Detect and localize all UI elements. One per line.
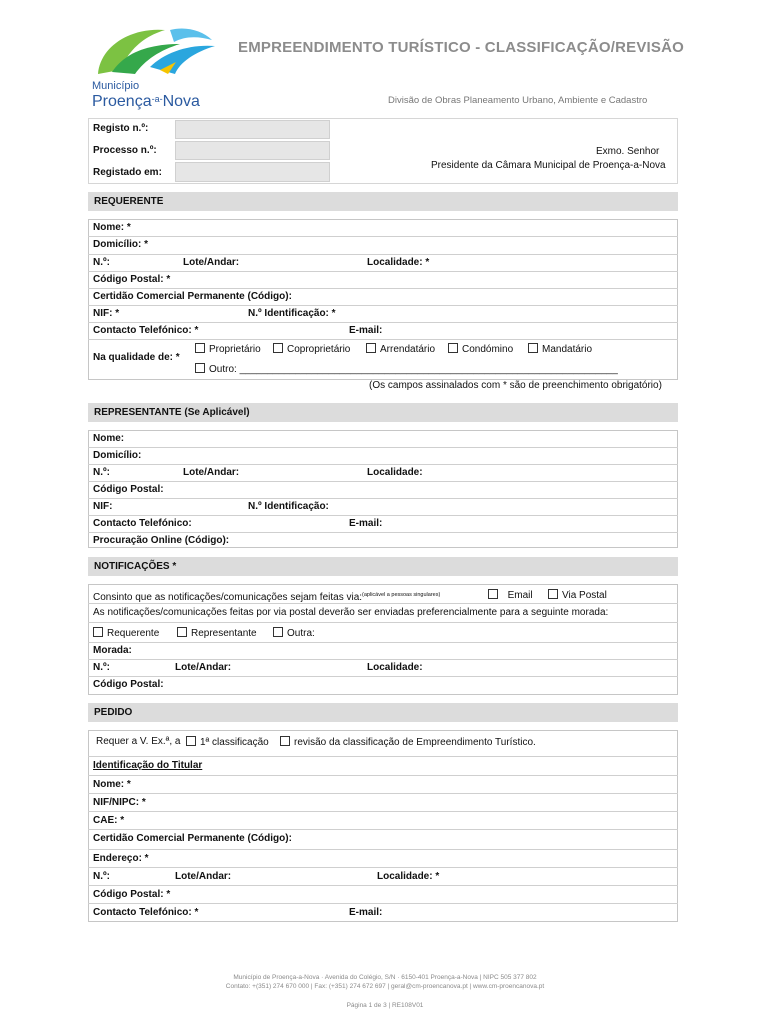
requerente-nif-label: NIF: * <box>93 308 120 319</box>
registo-field <box>175 120 330 139</box>
morada-representante-option[interactable]: Representante <box>177 627 257 640</box>
titular-cae-label: CAE: * <box>93 815 125 826</box>
qualidade-option-condomino[interactable]: Condómino <box>448 343 513 356</box>
notify-postal-option[interactable]: Via Postal <box>548 589 607 602</box>
mandatory-note: (Os campos assinalados com * são de preenchimento obrigatório) <box>369 380 662 391</box>
checkbox-icon[interactable] <box>280 736 290 746</box>
page-number: Página 1 de 3 | RE108V01 <box>346 1002 424 1009</box>
qualidade-option-arrendatario[interactable]: Arrendatário <box>366 343 435 356</box>
checkbox-icon[interactable] <box>448 343 458 353</box>
pedido-option-first-classification[interactable]: 1ª classificação <box>186 736 269 749</box>
requerente-numero-label: N.º: <box>93 257 110 268</box>
titular-email-label: E-mail: <box>349 907 383 918</box>
requerente-heading: REQUERENTE <box>88 192 678 211</box>
logo-bird-icon <box>90 22 220 82</box>
requerente-localidade-label: Localidade: * <box>367 257 430 268</box>
titular-nif-label: NIF/NIPC: * <box>93 797 146 808</box>
registado-label: Registado em: <box>93 167 162 178</box>
requerente-nome-label: Nome: * <box>93 222 131 233</box>
requerente-qualidade-label: Na qualidade de: * <box>93 352 180 363</box>
requerente-certidao-label: Certidão Comercial Permanente (Código): <box>93 291 292 302</box>
checkbox-icon[interactable] <box>273 627 283 637</box>
representante-heading: REPRESENTANTE (Se Aplicável) <box>88 403 678 422</box>
representante-n-identificacao-label: N.º Identificação: <box>248 501 329 512</box>
checkbox-icon[interactable] <box>273 343 283 353</box>
titular-numero-label: N.º: <box>93 871 110 882</box>
checkbox-icon[interactable] <box>186 736 196 746</box>
checkbox-icon[interactable] <box>195 343 205 353</box>
titular-nome-label: Nome: * <box>93 779 131 790</box>
logo-text-name: Proença$^{-a-}$Nova <box>92 93 200 110</box>
registo-label: Registo n.º: <box>93 123 149 134</box>
notificacoes-numero-label: N.º: <box>93 662 110 673</box>
pedido-box <box>88 730 678 922</box>
processo-field <box>175 141 330 160</box>
checkbox-icon[interactable] <box>488 589 498 599</box>
processo-label: Processo n.º: <box>93 145 157 156</box>
requerente-email-label: E-mail: <box>349 325 383 336</box>
notificacoes-heading: NOTIFICAÇÕES * <box>88 557 678 576</box>
requerente-lote-label: Lote/Andar: <box>183 257 240 268</box>
titular-codigo-postal-label: Código Postal: * <box>93 889 171 900</box>
postal-note: As notificações/comunicações feitas por via postal deverão ser enviadas preferencialmente para a seguinte morada: <box>93 607 609 618</box>
representante-email-label: E-mail: <box>349 518 383 529</box>
requerente-domicilio-label: Domicílio: * <box>93 239 149 250</box>
representante-localidade-label: Localidade: <box>367 467 423 478</box>
qualidade-option-coproprietario[interactable]: Coproprietário <box>273 343 350 356</box>
logo-text-municipio: Município <box>92 80 140 92</box>
page-title: EMPREENDIMENTO TURÍSTICO - CLASSIFICAÇÃO/REVISÃO <box>238 39 685 56</box>
footer-address: Município de Proença-a-Nova · Avenida do Colégio, S/N · 6150-401 Proença-a-Nova | NIPC 505 377 802 <box>233 974 537 981</box>
requerente-codigo-postal-label: Código Postal: * <box>93 274 171 285</box>
notificacoes-localidade-label: Localidade: <box>367 662 423 673</box>
checkbox-icon[interactable] <box>548 589 558 599</box>
representante-procuracao-label: Procuração Online (Código): <box>93 535 230 546</box>
representante-contacto-label: Contacto Telefónico: <box>93 518 192 529</box>
municipality-logo <box>90 22 220 112</box>
qualidade-option-proprietario[interactable]: Proprietário <box>195 343 261 356</box>
request-prefix: Requer a V. Ex.ª, a <box>96 736 181 747</box>
representante-domicilio-label: Domicílio: <box>93 450 142 461</box>
notificacoes-codigo-postal-label: Código Postal: <box>93 679 164 690</box>
checkbox-icon[interactable] <box>528 343 538 353</box>
morada-requerente-option[interactable]: Requerente <box>93 627 159 640</box>
consent-text: Consinto que as notificações/comunicações sejam feitas via:$^{(aplicável a pessoas singulares)}$ <box>93 592 441 603</box>
representante-codigo-postal-label: Código Postal: <box>93 484 164 495</box>
titular-endereco-label: Endereço: * <box>93 853 149 864</box>
checkbox-icon[interactable] <box>195 363 205 373</box>
morada-outra-option[interactable]: Outra: <box>273 627 315 640</box>
addressee-line2: Presidente da Câmara Municipal de Proença-a-Nova <box>431 160 666 171</box>
notify-email-option[interactable]: Email <box>488 589 533 602</box>
representante-lote-label: Lote/Andar: <box>183 467 240 478</box>
titular-localidade-label: Localidade: * <box>377 871 440 882</box>
titular-lote-label: Lote/Andar: <box>175 871 232 882</box>
checkbox-icon[interactable] <box>177 627 187 637</box>
representante-nome-label: Nome: <box>93 433 125 444</box>
qualidade-option-mandatario[interactable]: Mandatário <box>528 343 592 356</box>
notificacoes-lote-label: Lote/Andar: <box>175 662 232 673</box>
pedido-option-revision[interactable]: revisão da classificação de Empreendimento Turístico. <box>280 736 536 749</box>
qualidade-option-outro[interactable]: Outro: ____________________________________________________________________ <box>195 363 618 376</box>
checkbox-icon[interactable] <box>93 627 103 637</box>
representante-numero-label: N.º: <box>93 467 110 478</box>
pedido-heading: PEDIDO <box>88 703 678 722</box>
footer-contacts: Contato: +(351) 274 670 000 | Fax: (+351) 274 672 697 | geral@cm-proencanova.pt | www.cm-proencanova.pt <box>225 983 545 990</box>
requerente-n-identificacao-label: N.º Identificação: * <box>248 308 336 319</box>
titular-contacto-label: Contacto Telefónico: * <box>93 907 199 918</box>
addressee-line1: Exmo. Senhor <box>596 146 660 157</box>
checkbox-icon[interactable] <box>366 343 376 353</box>
notificacoes-morada-label: Morada: <box>93 645 132 656</box>
titular-heading: Identificação do Titular <box>93 760 203 771</box>
division-name: Divisão de Obras Planeamento Urbano, Ambiente e Cadastro <box>388 95 648 106</box>
titular-certidao-label: Certidão Comercial Permanente (Código): <box>93 833 292 844</box>
representante-nif-label: NIF: <box>93 501 113 512</box>
requerente-contacto-label: Contacto Telefónico: * <box>93 325 199 336</box>
registado-field <box>175 162 330 182</box>
